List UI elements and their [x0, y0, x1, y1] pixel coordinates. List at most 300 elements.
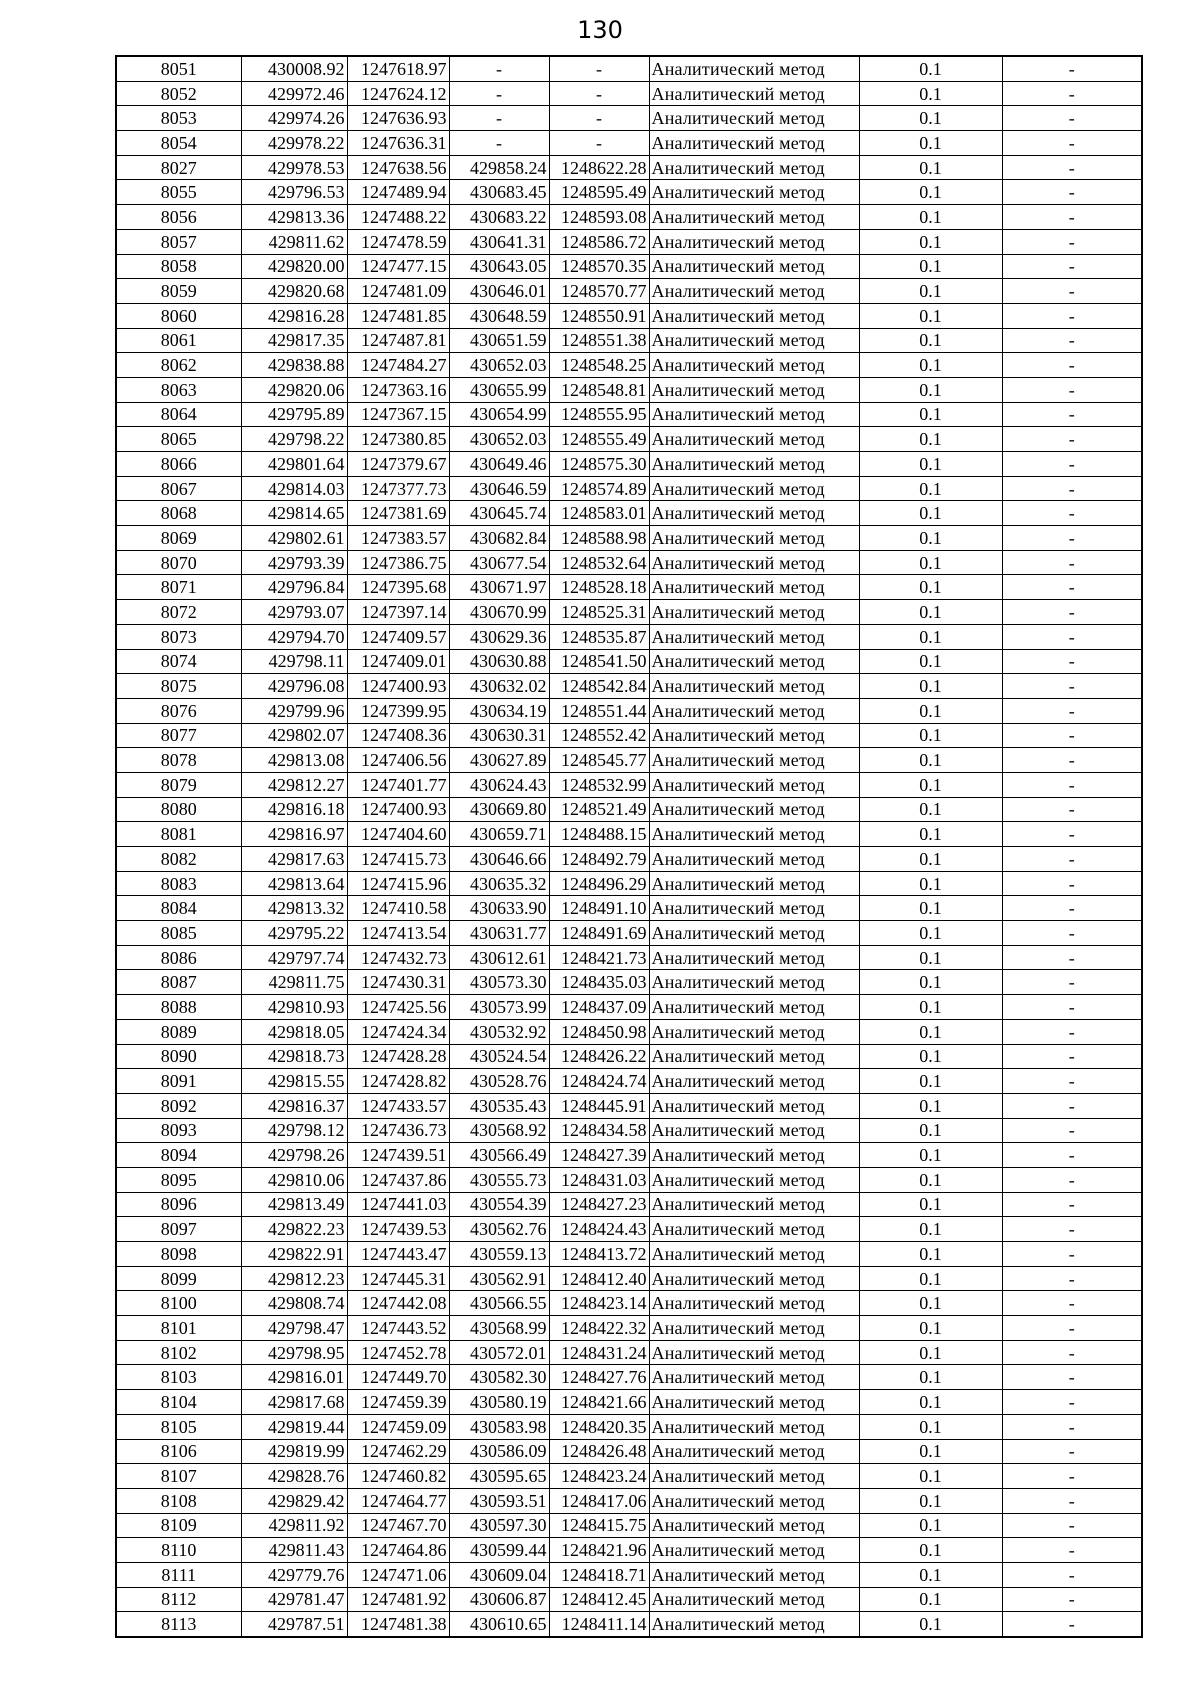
table-row [116, 180, 1142, 205]
y-coord-cell: 1247437.86 [347, 1167, 449, 1192]
y-coord-cell: 1247399.95 [347, 698, 449, 723]
note-cell: - [1002, 847, 1142, 872]
method-cell: Аналитический метод [649, 526, 859, 551]
x2-coord-cell: - [449, 56, 549, 81]
method-cell: Аналитический метод [649, 81, 859, 106]
y2-coord-cell: 1248542.84 [549, 674, 649, 699]
x2-coord-cell: 430635.32 [449, 871, 549, 896]
accuracy-cell: 0.1 [859, 56, 1002, 81]
y-coord-cell: 1247401.77 [347, 772, 449, 797]
point-id-cell: 8085 [116, 921, 241, 946]
point-id-cell: 8112 [116, 1587, 241, 1612]
x2-coord-cell: 430682.84 [449, 526, 549, 551]
y2-coord-cell: 1248424.43 [549, 1217, 649, 1242]
x2-coord-cell: 430559.13 [449, 1242, 549, 1267]
point-id-cell: 8091 [116, 1069, 241, 1094]
table-row [116, 624, 1142, 649]
table-row [116, 797, 1142, 822]
note-cell: - [1002, 550, 1142, 575]
point-id-cell: 8065 [116, 427, 241, 452]
method-cell: Аналитический метод [649, 279, 859, 304]
point-id-cell: 8077 [116, 723, 241, 748]
x-coord-cell: 429819.99 [241, 1439, 347, 1464]
table-row [116, 131, 1142, 156]
x-coord-cell: 429811.92 [241, 1513, 347, 1538]
table-row [116, 1488, 1142, 1513]
accuracy-cell: 0.1 [859, 748, 1002, 773]
y2-coord-cell: 1248588.98 [549, 526, 649, 551]
x2-coord-cell: 430649.46 [449, 452, 549, 477]
accuracy-cell: 0.1 [859, 1439, 1002, 1464]
method-cell: Аналитический метод [649, 1316, 859, 1341]
point-id-cell: 8104 [116, 1390, 241, 1415]
x-coord-cell: 429796.53 [241, 180, 347, 205]
method-cell: Аналитический метод [649, 649, 859, 674]
x2-coord-cell: 430670.99 [449, 600, 549, 625]
x2-coord-cell: 430524.54 [449, 1044, 549, 1069]
y-coord-cell: 1247481.92 [347, 1587, 449, 1612]
table-row [116, 748, 1142, 773]
note-cell: - [1002, 995, 1142, 1020]
y-coord-cell: 1247395.68 [347, 575, 449, 600]
y-coord-cell: 1247406.56 [347, 748, 449, 773]
method-cell: Аналитический метод [649, 871, 859, 896]
table-row [116, 377, 1142, 402]
point-id-cell: 8071 [116, 575, 241, 600]
point-id-cell: 8100 [116, 1291, 241, 1316]
method-cell: Аналитический метод [649, 624, 859, 649]
method-cell: Аналитический метод [649, 1069, 859, 1094]
table-row [116, 698, 1142, 723]
y2-coord-cell: - [549, 56, 649, 81]
x-coord-cell: 429798.47 [241, 1316, 347, 1341]
x2-coord-cell: 430532.92 [449, 1019, 549, 1044]
y-coord-cell: 1247400.93 [347, 797, 449, 822]
y2-coord-cell: 1248551.44 [549, 698, 649, 723]
point-id-cell: 8101 [116, 1316, 241, 1341]
x2-coord-cell: 430562.91 [449, 1266, 549, 1291]
note-cell: - [1002, 1019, 1142, 1044]
y-coord-cell: 1247464.77 [347, 1488, 449, 1513]
x2-coord-cell: - [449, 81, 549, 106]
y2-coord-cell: 1248426.22 [549, 1044, 649, 1069]
method-cell: Аналитический метод [649, 1488, 859, 1513]
accuracy-cell: 0.1 [859, 131, 1002, 156]
x-coord-cell: 429798.22 [241, 427, 347, 452]
x-coord-cell: 429810.06 [241, 1167, 347, 1192]
table-row [116, 402, 1142, 427]
method-cell: Аналитический метод [649, 1143, 859, 1168]
note-cell: - [1002, 624, 1142, 649]
note-cell: - [1002, 328, 1142, 353]
y-coord-cell: 1247381.69 [347, 501, 449, 526]
y2-coord-cell: 1248521.49 [549, 797, 649, 822]
x2-coord-cell: 430630.31 [449, 723, 549, 748]
x2-coord-cell: 430669.80 [449, 797, 549, 822]
y2-coord-cell: 1248574.89 [549, 476, 649, 501]
accuracy-cell: 0.1 [859, 871, 1002, 896]
x2-coord-cell: 430648.59 [449, 303, 549, 328]
y-coord-cell: 1247433.57 [347, 1093, 449, 1118]
x2-coord-cell: 430582.30 [449, 1365, 549, 1390]
x-coord-cell: 429798.95 [241, 1340, 347, 1365]
y-coord-cell: 1247400.93 [347, 674, 449, 699]
table-row [116, 1217, 1142, 1242]
note-cell: - [1002, 254, 1142, 279]
accuracy-cell: 0.1 [859, 995, 1002, 1020]
note-cell: - [1002, 1118, 1142, 1143]
y2-coord-cell: 1248541.50 [549, 649, 649, 674]
x2-coord-cell: 429858.24 [449, 155, 549, 180]
accuracy-cell: 0.1 [859, 1291, 1002, 1316]
y-coord-cell: 1247484.27 [347, 353, 449, 378]
point-id-cell: 8064 [116, 402, 241, 427]
accuracy-cell: 0.1 [859, 921, 1002, 946]
method-cell: Аналитический метод [649, 1365, 859, 1390]
point-id-cell: 8051 [116, 56, 241, 81]
accuracy-cell: 0.1 [859, 1192, 1002, 1217]
note-cell: - [1002, 476, 1142, 501]
accuracy-cell: 0.1 [859, 600, 1002, 625]
point-id-cell: 8094 [116, 1143, 241, 1168]
y2-coord-cell: 1248437.09 [549, 995, 649, 1020]
y-coord-cell: 1247409.57 [347, 624, 449, 649]
y-coord-cell: 1247489.94 [347, 180, 449, 205]
note-cell: - [1002, 1316, 1142, 1341]
x-coord-cell: 429811.43 [241, 1538, 347, 1563]
y2-coord-cell: 1248548.25 [549, 353, 649, 378]
x2-coord-cell: - [449, 131, 549, 156]
note-cell: - [1002, 1069, 1142, 1094]
table-row [116, 1242, 1142, 1267]
y2-coord-cell: 1248555.95 [549, 402, 649, 427]
y-coord-cell: 1247408.36 [347, 723, 449, 748]
x-coord-cell: 429817.63 [241, 847, 347, 872]
point-id-cell: 8111 [116, 1562, 241, 1587]
y-coord-cell: 1247397.14 [347, 600, 449, 625]
point-id-cell: 8113 [116, 1612, 241, 1637]
x-coord-cell: 429978.22 [241, 131, 347, 156]
x-coord-cell: 429781.47 [241, 1587, 347, 1612]
x-coord-cell: 429819.44 [241, 1414, 347, 1439]
accuracy-cell: 0.1 [859, 1488, 1002, 1513]
accuracy-cell: 0.1 [859, 649, 1002, 674]
note-cell: - [1002, 106, 1142, 131]
note-cell: - [1002, 526, 1142, 551]
accuracy-cell: 0.1 [859, 205, 1002, 230]
point-id-cell: 8110 [116, 1538, 241, 1563]
point-id-cell: 8089 [116, 1019, 241, 1044]
y2-coord-cell: 1248422.32 [549, 1316, 649, 1341]
x-coord-cell: 429779.76 [241, 1562, 347, 1587]
method-cell: Аналитический метод [649, 106, 859, 131]
note-cell: - [1002, 353, 1142, 378]
accuracy-cell: 0.1 [859, 1118, 1002, 1143]
point-id-cell: 8084 [116, 896, 241, 921]
x-coord-cell: 429816.37 [241, 1093, 347, 1118]
y-coord-cell: 1247481.09 [347, 279, 449, 304]
note-cell: - [1002, 748, 1142, 773]
method-cell: Аналитический метод [649, 1513, 859, 1538]
x2-coord-cell: 430651.59 [449, 328, 549, 353]
note-cell: - [1002, 1587, 1142, 1612]
x-coord-cell: 429816.18 [241, 797, 347, 822]
point-id-cell: 8059 [116, 279, 241, 304]
y2-coord-cell: 1248555.49 [549, 427, 649, 452]
y2-coord-cell: 1248420.35 [549, 1414, 649, 1439]
y2-coord-cell: 1248426.48 [549, 1439, 649, 1464]
table-row [116, 1365, 1142, 1390]
y2-coord-cell: - [549, 106, 649, 131]
table-row [116, 56, 1142, 81]
table-row [116, 1587, 1142, 1612]
y2-coord-cell: 1248492.79 [549, 847, 649, 872]
table-row [116, 822, 1142, 847]
y2-coord-cell: 1248445.91 [549, 1093, 649, 1118]
note-cell: - [1002, 1464, 1142, 1489]
y2-coord-cell: 1248417.06 [549, 1488, 649, 1513]
x2-coord-cell: 430606.87 [449, 1587, 549, 1612]
y-coord-cell: 1247383.57 [347, 526, 449, 551]
accuracy-cell: 0.1 [859, 970, 1002, 995]
y-coord-cell: 1247464.86 [347, 1538, 449, 1563]
x-coord-cell: 429820.06 [241, 377, 347, 402]
note-cell: - [1002, 501, 1142, 526]
note-cell: - [1002, 1562, 1142, 1587]
note-cell: - [1002, 180, 1142, 205]
y2-coord-cell: 1248532.99 [549, 772, 649, 797]
accuracy-cell: 0.1 [859, 427, 1002, 452]
method-cell: Аналитический метод [649, 56, 859, 81]
table-row [116, 81, 1142, 106]
accuracy-cell: 0.1 [859, 1365, 1002, 1390]
note-cell: - [1002, 402, 1142, 427]
table-row [116, 205, 1142, 230]
accuracy-cell: 0.1 [859, 328, 1002, 353]
point-id-cell: 8076 [116, 698, 241, 723]
y-coord-cell: 1247460.82 [347, 1464, 449, 1489]
point-id-cell: 8092 [116, 1093, 241, 1118]
note-cell: - [1002, 377, 1142, 402]
accuracy-cell: 0.1 [859, 1316, 1002, 1341]
y-coord-cell: 1247386.75 [347, 550, 449, 575]
note-cell: - [1002, 1291, 1142, 1316]
y2-coord-cell: 1248450.98 [549, 1019, 649, 1044]
x2-coord-cell: 430566.55 [449, 1291, 549, 1316]
y2-coord-cell: 1248424.74 [549, 1069, 649, 1094]
y-coord-cell: 1247467.70 [347, 1513, 449, 1538]
method-cell: Аналитический метод [649, 1340, 859, 1365]
y2-coord-cell: 1248586.72 [549, 229, 649, 254]
accuracy-cell: 0.1 [859, 1390, 1002, 1415]
method-cell: Аналитический метод [649, 180, 859, 205]
y2-coord-cell: 1248421.73 [549, 945, 649, 970]
x2-coord-cell: 430629.36 [449, 624, 549, 649]
note-cell: - [1002, 1340, 1142, 1365]
accuracy-cell: 0.1 [859, 81, 1002, 106]
point-id-cell: 8080 [116, 797, 241, 822]
table-row [116, 1612, 1142, 1637]
x-coord-cell: 429829.42 [241, 1488, 347, 1513]
y-coord-cell: 1247478.59 [347, 229, 449, 254]
table-row [116, 1192, 1142, 1217]
note-cell: - [1002, 1390, 1142, 1415]
y2-coord-cell: 1248434.58 [549, 1118, 649, 1143]
y2-coord-cell: 1248496.29 [549, 871, 649, 896]
method-cell: Аналитический метод [649, 1044, 859, 1069]
x-coord-cell: 429816.28 [241, 303, 347, 328]
table-row [116, 1538, 1142, 1563]
table-row [116, 1019, 1142, 1044]
x-coord-cell: 429795.89 [241, 402, 347, 427]
note-cell: - [1002, 1093, 1142, 1118]
point-id-cell: 8070 [116, 550, 241, 575]
x2-coord-cell: - [449, 106, 549, 131]
point-id-cell: 8056 [116, 205, 241, 230]
note-cell: - [1002, 723, 1142, 748]
note-cell: - [1002, 871, 1142, 896]
accuracy-cell: 0.1 [859, 1587, 1002, 1612]
point-id-cell: 8027 [116, 155, 241, 180]
y2-coord-cell: 1248431.03 [549, 1167, 649, 1192]
table-row [116, 550, 1142, 575]
y2-coord-cell: 1248583.01 [549, 501, 649, 526]
x-coord-cell: 429813.32 [241, 896, 347, 921]
y2-coord-cell: 1248535.87 [549, 624, 649, 649]
x-coord-cell: 429811.75 [241, 970, 347, 995]
point-id-cell: 8067 [116, 476, 241, 501]
point-id-cell: 8074 [116, 649, 241, 674]
y-coord-cell: 1247428.28 [347, 1044, 449, 1069]
method-cell: Аналитический метод [649, 995, 859, 1020]
point-id-cell: 8103 [116, 1365, 241, 1390]
table-row [116, 1143, 1142, 1168]
table-row [116, 1044, 1142, 1069]
y-coord-cell: 1247430.31 [347, 970, 449, 995]
method-cell: Аналитический метод [649, 698, 859, 723]
x2-coord-cell: 430555.73 [449, 1167, 549, 1192]
point-id-cell: 8095 [116, 1167, 241, 1192]
method-cell: Аналитический метод [649, 921, 859, 946]
table-row [116, 600, 1142, 625]
method-cell: Аналитический метод [649, 748, 859, 773]
y-coord-cell: 1247481.38 [347, 1612, 449, 1637]
method-cell: Аналитический метод [649, 1612, 859, 1637]
point-id-cell: 8090 [116, 1044, 241, 1069]
x2-coord-cell: 430580.19 [449, 1390, 549, 1415]
y2-coord-cell: 1248575.30 [549, 452, 649, 477]
x-coord-cell: 429796.08 [241, 674, 347, 699]
x2-coord-cell: 430631.77 [449, 921, 549, 946]
note-cell: - [1002, 229, 1142, 254]
method-cell: Аналитический метод [649, 674, 859, 699]
accuracy-cell: 0.1 [859, 1464, 1002, 1489]
y2-coord-cell: 1248421.66 [549, 1390, 649, 1415]
x-coord-cell: 429798.26 [241, 1143, 347, 1168]
method-cell: Аналитический метод [649, 155, 859, 180]
x2-coord-cell: 430597.30 [449, 1513, 549, 1538]
x-coord-cell: 429978.53 [241, 155, 347, 180]
accuracy-cell: 0.1 [859, 1414, 1002, 1439]
note-cell: - [1002, 575, 1142, 600]
point-id-cell: 8108 [116, 1488, 241, 1513]
y-coord-cell: 1247462.29 [347, 1439, 449, 1464]
note-cell: - [1002, 131, 1142, 156]
x2-coord-cell: 430654.99 [449, 402, 549, 427]
accuracy-cell: 0.1 [859, 1069, 1002, 1094]
x-coord-cell: 429816.01 [241, 1365, 347, 1390]
x2-coord-cell: 430595.65 [449, 1464, 549, 1489]
x2-coord-cell: 430568.99 [449, 1316, 549, 1341]
x-coord-cell: 429974.26 [241, 106, 347, 131]
y2-coord-cell: 1248532.64 [549, 550, 649, 575]
method-cell: Аналитический метод [649, 970, 859, 995]
x-coord-cell: 429820.68 [241, 279, 347, 304]
note-cell: - [1002, 600, 1142, 625]
method-cell: Аналитический метод [649, 131, 859, 156]
point-id-cell: 8079 [116, 772, 241, 797]
method-cell: Аналитический метод [649, 1464, 859, 1489]
method-cell: Аналитический метод [649, 476, 859, 501]
y2-coord-cell: 1248431.24 [549, 1340, 649, 1365]
table-row [116, 155, 1142, 180]
note-cell: - [1002, 155, 1142, 180]
y-coord-cell: 1247487.81 [347, 328, 449, 353]
y2-coord-cell: 1248412.40 [549, 1266, 649, 1291]
x-coord-cell: 429817.68 [241, 1390, 347, 1415]
accuracy-cell: 0.1 [859, 550, 1002, 575]
accuracy-cell: 0.1 [859, 402, 1002, 427]
x-coord-cell: 430008.92 [241, 56, 347, 81]
x2-coord-cell: 430634.19 [449, 698, 549, 723]
x-coord-cell: 429802.61 [241, 526, 347, 551]
x2-coord-cell: 430645.74 [449, 501, 549, 526]
x-coord-cell: 429796.84 [241, 575, 347, 600]
method-cell: Аналитический метод [649, 1587, 859, 1612]
note-cell: - [1002, 1612, 1142, 1637]
note-cell: - [1002, 970, 1142, 995]
note-cell: - [1002, 81, 1142, 106]
table-row [116, 328, 1142, 353]
note-cell: - [1002, 1414, 1142, 1439]
method-cell: Аналитический метод [649, 377, 859, 402]
x2-coord-cell: 430572.01 [449, 1340, 549, 1365]
point-id-cell: 8102 [116, 1340, 241, 1365]
y2-coord-cell: 1248423.14 [549, 1291, 649, 1316]
accuracy-cell: 0.1 [859, 1266, 1002, 1291]
x-coord-cell: 429798.12 [241, 1118, 347, 1143]
point-id-cell: 8105 [116, 1414, 241, 1439]
point-id-cell: 8063 [116, 377, 241, 402]
accuracy-cell: 0.1 [859, 254, 1002, 279]
method-cell: Аналитический метод [649, 797, 859, 822]
y-coord-cell: 1247471.06 [347, 1562, 449, 1587]
x-coord-cell: 429814.03 [241, 476, 347, 501]
method-cell: Аналитический метод [649, 723, 859, 748]
y2-coord-cell: 1248528.18 [549, 575, 649, 600]
y2-coord-cell: 1248413.72 [549, 1242, 649, 1267]
method-cell: Аналитический метод [649, 501, 859, 526]
note-cell: - [1002, 1143, 1142, 1168]
x-coord-cell: 429828.76 [241, 1464, 347, 1489]
accuracy-cell: 0.1 [859, 106, 1002, 131]
table-row [116, 279, 1142, 304]
table-row [116, 723, 1142, 748]
coordinates-table [115, 55, 1143, 1638]
y-coord-cell: 1247424.34 [347, 1019, 449, 1044]
y-coord-cell: 1247377.73 [347, 476, 449, 501]
x2-coord-cell: 430593.51 [449, 1488, 549, 1513]
